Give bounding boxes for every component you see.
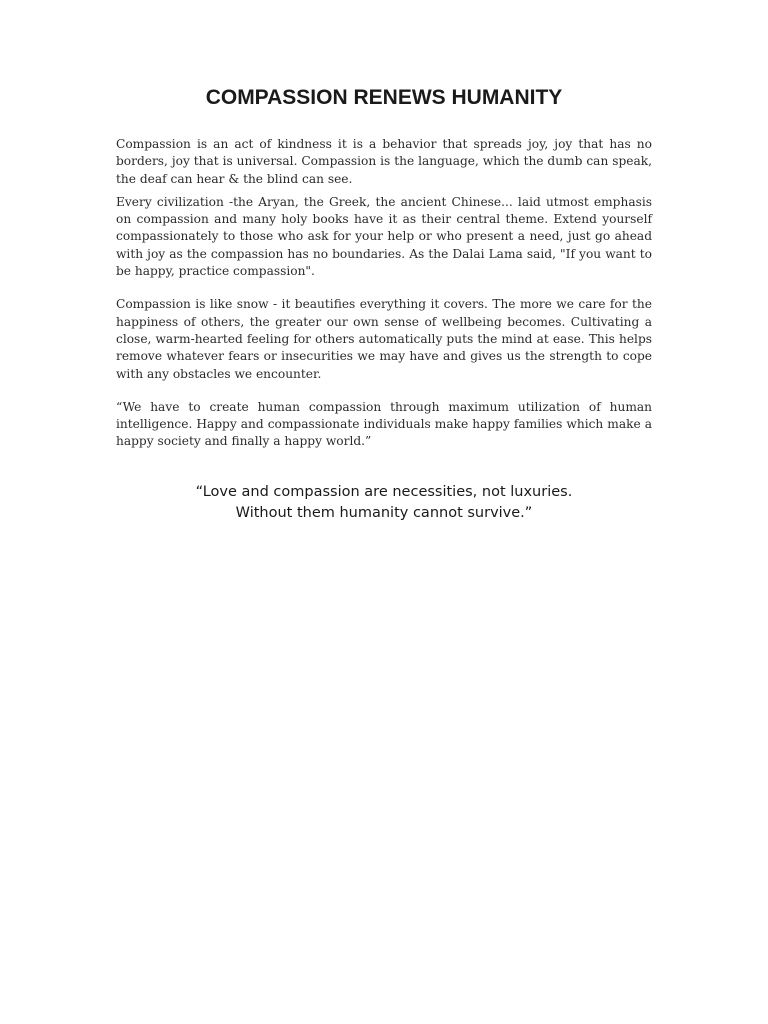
- paragraph-civilization: Every civilization -the Aryan, the Greek, the ancient Chinese... laid utmost emphasis on compassion and many holy books have it as their central theme. Extend yourself compassionately to those who ask for your help or who present a need, just go ahead with joy as the compassion has no boundaries. As the Dalai Lama said, "If you want to be happy, practice compassion".: [116, 194, 652, 279]
- closing-quote: [0, 482, 768, 524]
- closing-quote-line-2: Without them humanity cannot survive.”: [235, 505, 533, 521]
- paragraph-snow: Compassion is like snow - it beautifies everything it covers. The more we care for the happiness of others, the greater our own sense of wellbeing becomes. Cultivating a close, warm-hearted feeling for others automatically puts the mind at ease. This helps remove whatever fears or insecurities we may have and gives us the strength to cope with any obstacles we encounter.: [116, 297, 652, 381]
- body-text: [116, 136, 652, 451]
- closing-quote-line-1: “Love and compassion are necessities, not luxuries.: [195, 484, 573, 500]
- paragraph-intro: Compassion is an act of kindness it is a behavior that spreads joy, joy that has no borders, joy that is universal. Compassion is the language, which the dumb can speak, the deaf can hear & the blind can see.: [116, 137, 652, 186]
- page-title: COMPASSION RENEWS HUMANITY: [205, 86, 563, 109]
- paragraph-human-intelligence: “We have to create human compassion through maximum utilization of human intelligence. Happy and compassionate individuals make happy families which make a happy society and finally a happy world.”: [116, 399, 652, 449]
